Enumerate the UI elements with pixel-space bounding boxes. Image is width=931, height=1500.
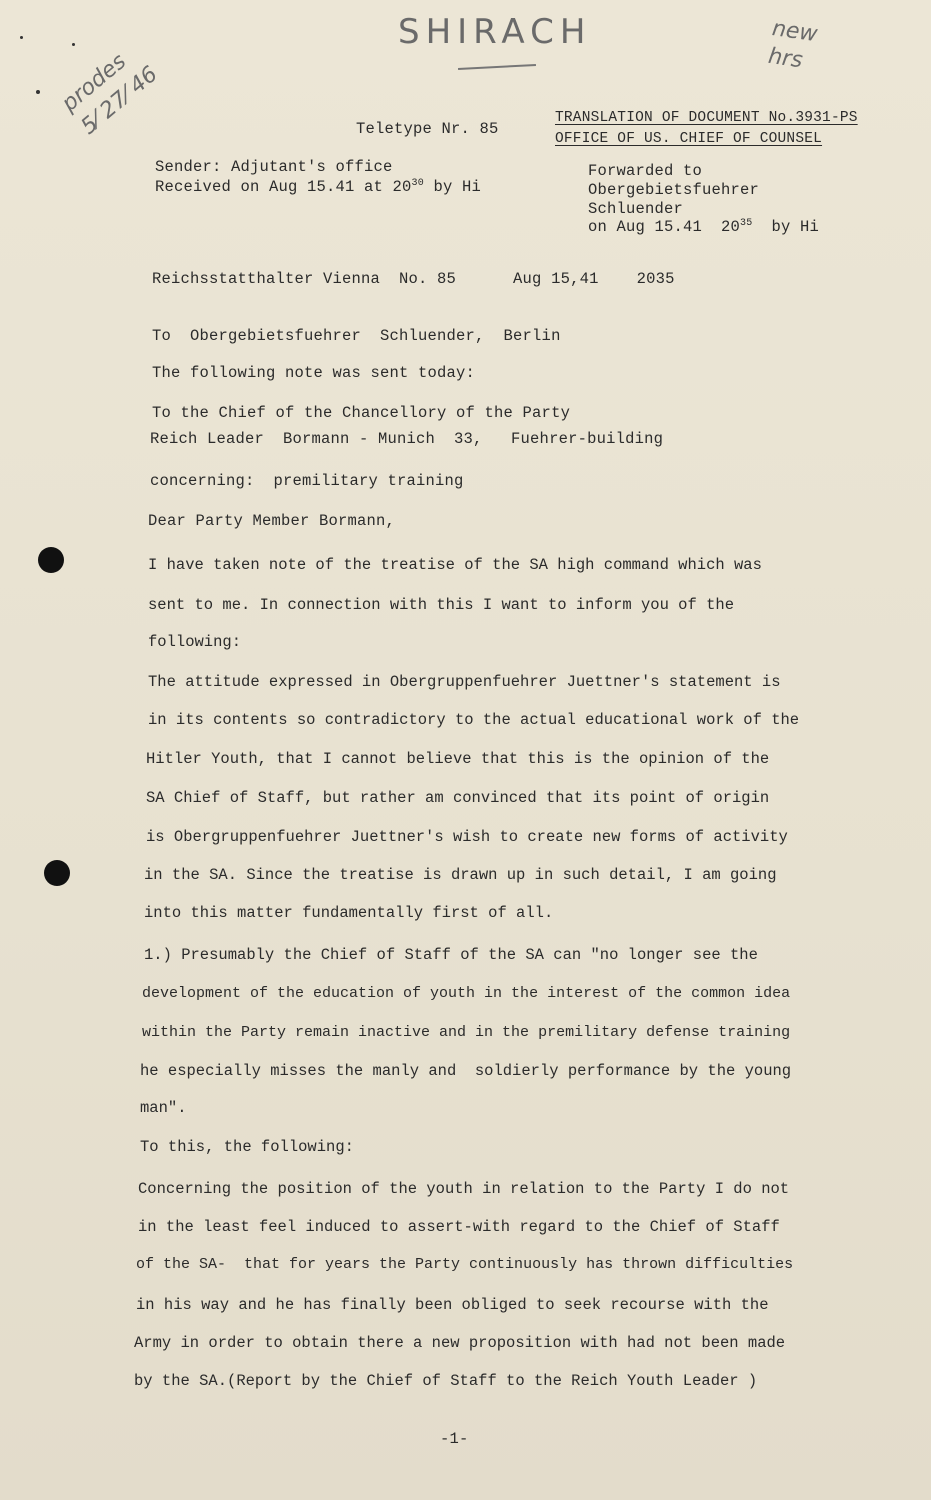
forwarded-time-sup: 35 [740, 218, 753, 229]
body-line: The attitude expressed in Obergruppenfuehrer Juettner's statement is [148, 673, 781, 691]
sender-line: Sender: Adjutant's office [155, 158, 393, 176]
routing-line: Reichsstatthalter Vienna No. 85 Aug 15,41 2035 [152, 270, 675, 288]
body-line: within the Party remain inactive and in the premilitary defense training [142, 1024, 791, 1041]
body-line: To this, the following: [140, 1138, 354, 1156]
body-line: into this matter fundamentally first of all. [144, 904, 554, 922]
body-line: in the SA. Since the treatise is drawn up in such detail, I am going [144, 866, 777, 884]
body-line: man". [140, 1099, 187, 1117]
body-line: 1.) Presumably the Chief of Staff of the SA can "no longer see the [144, 946, 758, 964]
handwritten-name: SHIRACH [398, 12, 592, 52]
received-time-sup: 30 [411, 178, 424, 189]
handwritten-note-right: new hrs [766, 16, 820, 74]
salutation: Dear Party Member Bormann, [148, 512, 396, 530]
body-line: sent to me. In connection with this I want to inform you of the [148, 596, 734, 614]
note-sent-line: The following note was sent today: [152, 364, 476, 382]
received-text: Received on Aug 15.41 at 20 [155, 178, 412, 197]
forwarded-line-2: Obergebietsfuehrer [588, 181, 760, 199]
translation-title: TRANSLATION OF DOCUMENT No.3931-PS [555, 110, 858, 126]
body-line: he especially misses the manly and soldierly performance by the young [140, 1062, 792, 1080]
body-line: in his way and he has finally been obliged to seek recourse with the [136, 1296, 769, 1314]
reich-leader-line: Reich Leader Bormann - Munich 33, Fuehrer-building [150, 430, 664, 448]
body-line: by the SA.(Report by the Chief of Staff to the Reich Youth Leader ) [134, 1372, 758, 1390]
body-line: Hitler Youth, that I cannot believe that this is the opinion of the [146, 750, 770, 768]
body-line: Concerning the position of the youth in relation to the Party I do not [138, 1180, 790, 1198]
forwarded-date: on Aug 15.41 20 [588, 218, 741, 237]
handwritten-margin-note: prodes 5⁄ 27⁄ 46 [57, 49, 163, 140]
body-line: following: [148, 633, 242, 651]
forwarded-line-3: Schluender [588, 200, 684, 218]
body-line: is Obergruppenfuehrer Juettner's wish to create new forms of activity [146, 828, 788, 846]
forwarded-line-1: Forwarded to [588, 162, 703, 180]
teletype-number: Teletype Nr. 85 [356, 120, 499, 138]
chief-line: To the Chief of the Chancellory of the Party [152, 404, 571, 422]
forwarded-by: by Hi [752, 218, 819, 237]
body-line: in the least feel induced to assert-with regard to the Chief of Staff [138, 1218, 780, 1236]
translation-office: OFFICE OF US. CHIEF OF COUNSEL [555, 131, 823, 147]
concerning-line: concerning: premilitary training [150, 472, 464, 490]
body-line: of the SA- that for years the Party continuously has thrown difficulties [136, 1256, 794, 1273]
body-line: SA Chief of Staff, but rather am convinced that its point of origin [146, 789, 770, 807]
body-line: in its contents so contradictory to the actual educational work of the [148, 711, 800, 729]
received-by: by Hi [423, 178, 481, 197]
body-line: I have taken note of the treatise of the SA high command which was [148, 556, 762, 574]
page-number: -1- [440, 1430, 469, 1448]
body-line: Army in order to obtain there a new proposition with had not been made [134, 1334, 786, 1352]
addressee-line: To Obergebietsfuehrer Schluender, Berlin [152, 327, 561, 345]
body-line: development of the education of youth in the interest of the common idea [142, 985, 791, 1002]
